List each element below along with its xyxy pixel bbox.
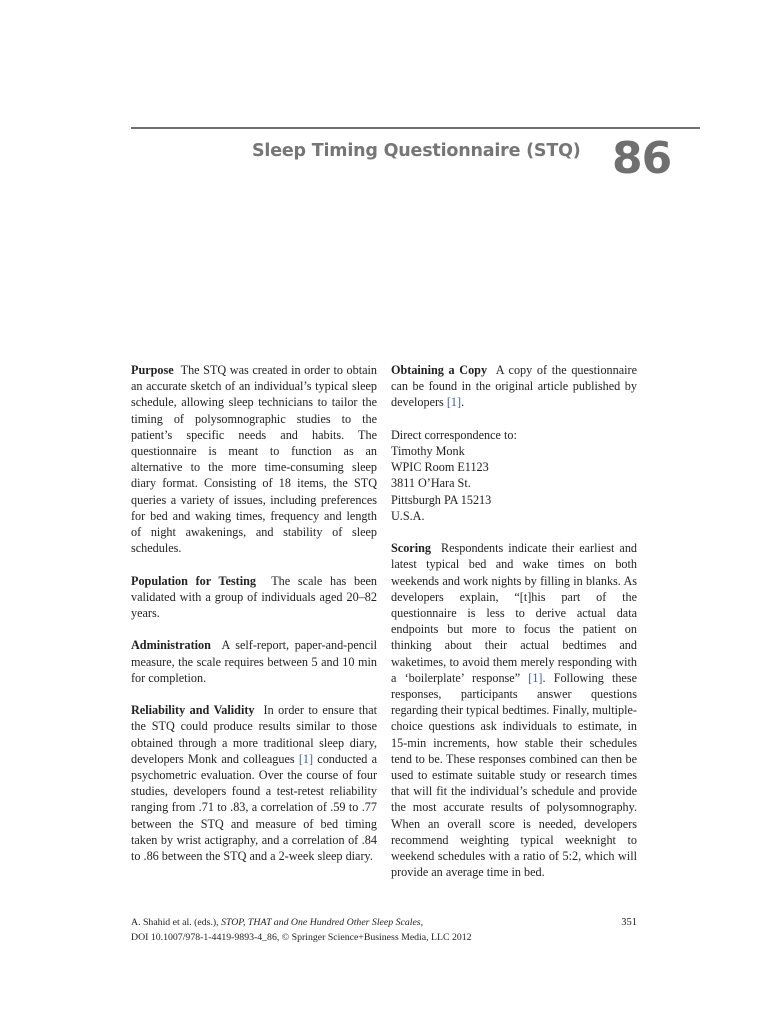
chapter-number: 86 [612,133,672,184]
purpose-text: The STQ was created in order to obtain an accurate sketch of an individual’s typical sleep schedule, allowing sleep technicians to tailor the timing of polysomnographic studies to the patient’s specific needs and habits. The questionnaire is meant to function as an alternative to the more time-consuming sleep diary format. Consisting of 18 items, the STQ queries a variety of issues, including preferences for bed and waking times, frequency and length of night awakenings, and stability of sleep schedules. [131,363,377,556]
page-footer [131,915,637,945]
reliability-section [131,702,377,864]
scoring-section [391,540,637,880]
scoring-text-before: Respondents indicate their earliest and latest typical bed and wake times on both weekends and work nights by filling in blanks. As developers explain, “[t]his part of the questionnaire is less to derive actual data endpoints but more to focus the patient on thinking about their actual bedtimes and waketimes, to avoid them merely responding with a ‘boilerplate’ response” [391,541,638,685]
doi-line: DOI 10.1007/978-1-4419-9893-4_86, © Springer Science+Business Media, LLC 2012 [131,932,472,943]
population-section [131,573,377,622]
obtaining-text-before: A copy of the questionnaire can be found in the original article published by developers [391,363,637,410]
left-column [131,362,377,880]
contact-name: Timothy Monk [391,444,465,458]
chapter-title: Sleep Timing Questionnaire (STQ) [252,141,581,161]
obtaining-text-after: . [461,395,465,410]
citation-title: STOP, THAT and One Hundred Other Sleep Scales, [221,917,424,928]
obtaining-heading: Obtaining a Copy [391,363,488,377]
right-column [391,362,637,897]
address-line-2: 3811 O’Hara St. [391,476,471,491]
citation-line [131,915,637,930]
page-number: 351 [621,917,637,928]
reference-link[interactable]: [1] [528,670,543,685]
obtaining-section [391,362,637,411]
address-country: U.S.A. [391,508,425,523]
purpose-heading: Purpose [131,363,174,377]
purpose-section [131,362,377,556]
population-heading: Population for Testing [131,573,256,588]
address-line-1: WPIC Room E1123 [391,460,489,475]
administration-section [131,637,377,686]
administration-heading: Administration [131,638,211,653]
reliability-heading: Reliability and Validity [131,703,255,718]
address-line-3: Pittsburgh PA 15213 [391,492,492,507]
correspondence-intro: Direct correspondence to: [391,427,517,442]
population-text: The scale has been validated with a group of individuals aged 20–82 years. [131,573,378,621]
reliability-text-after: conducted a psychometric evaluation. Over the course of four studies, developers found a test-retest reliability ranging from .71 to .83, a correlation of .59 to .77 between the STQ and measure of bed timing taken by wrist actigraphy, and a correlation of .84 to .86 between the STQ and a 2-week sleep diary. [131,751,378,864]
administration-text: A self-report, paper-and-pencil measure, the scale requires between 5 and 10 min for completion. [131,638,378,685]
reference-link[interactable]: [1] [298,751,314,766]
citation-prefix: A. Shahid et al. (eds.), [131,917,219,928]
scoring-text-after: . Following these responses, participants answer questions regarding their typical bedtimes. Finally, multiple-choice questions ask individuals to estimate, in 15-min increments, how stable their schedules tend to be. These responses combined can then be used to estimate suitable study or research times that will fit the individual’s schedule and provide the most accurate results of polysomnography. When an overall score is needed, developers recommend weighting typical weeknight to weekend schedules with a ratio of 5:2, which will provide an average time in bed. [391,670,637,880]
reliability-text-before: In order to ensure that the STQ could produce results similar to those obtained through a more traditional sleep diary, developers Monk and colleagues [131,703,377,766]
scoring-heading: Scoring [391,541,431,556]
header-rule [131,127,700,129]
reference-link[interactable]: [1] [446,395,462,410]
